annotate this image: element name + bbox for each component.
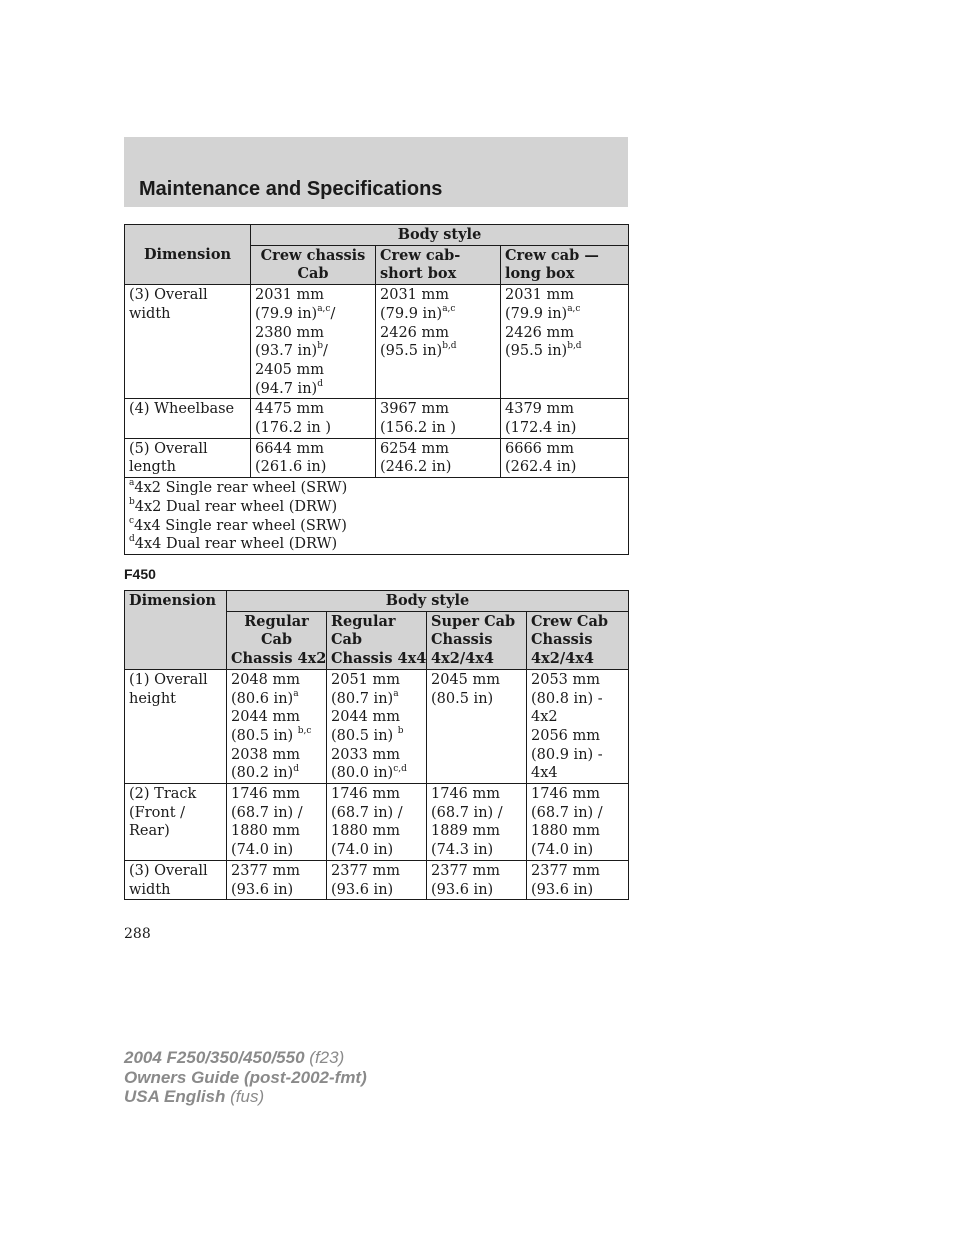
row-label: (3) Overall width — [125, 285, 251, 399]
table-cell — [227, 669, 327, 783]
cell-value: 1746 mm — [431, 786, 501, 803]
cell-value: (79.9 in) — [505, 305, 568, 322]
cell-line — [231, 822, 322, 841]
table-cell — [427, 784, 527, 861]
footnote-marker: a — [393, 688, 399, 699]
footnote-marker: a — [293, 688, 299, 699]
cell-value: (156.2 in ) — [380, 420, 457, 437]
cell-value: 4475 mm — [255, 401, 325, 418]
footer-model-code: (f23) — [309, 1048, 345, 1067]
cell-line — [505, 400, 624, 419]
footer-language-code: (fus) — [230, 1087, 265, 1106]
cell-value: 4x4 — [531, 765, 558, 782]
cell-line — [380, 305, 496, 324]
cell-value: (93.6 in) — [231, 881, 294, 898]
row-label: (4) Wheelbase — [125, 399, 251, 438]
header-line: Chassis 4x4 — [331, 650, 427, 668]
header-line: Crew Cab — [531, 612, 609, 630]
footnote-marker: d — [317, 378, 323, 389]
cell-value: (79.9 in) — [380, 305, 443, 322]
table-row — [125, 669, 629, 783]
table-cell — [327, 669, 427, 783]
cell-value: (74.0 in) — [531, 842, 594, 859]
table-cell — [376, 399, 501, 438]
footnote — [129, 517, 624, 536]
cell-line — [431, 822, 522, 841]
cell-line — [380, 458, 496, 477]
cell-line — [231, 746, 322, 765]
cell-value: 1746 mm — [231, 786, 301, 803]
cell-value: (80.6 in) — [231, 690, 294, 707]
cell-value: (68.7 in) / — [431, 804, 503, 821]
cell-line — [380, 419, 496, 438]
cell-value: (80.8 in) - — [531, 690, 603, 707]
cell-line — [380, 286, 496, 305]
footnote-marker: b,c — [297, 726, 312, 737]
footnote — [129, 535, 624, 554]
footnote-marker: b,d — [442, 341, 457, 352]
table-cell — [251, 438, 376, 477]
cell-value: 2031 mm — [380, 287, 450, 304]
table-cell — [527, 784, 629, 861]
table-cell — [376, 285, 501, 399]
cell-line — [505, 458, 624, 477]
header-line: Cab — [331, 631, 363, 649]
cell-value: 2377 mm — [331, 862, 401, 879]
cell-value: (74.3 in) — [431, 842, 494, 859]
cell-line — [531, 862, 624, 881]
cell-line — [505, 440, 624, 459]
cell-line — [255, 305, 371, 324]
column-header — [227, 611, 327, 669]
table-cell — [427, 860, 527, 899]
cell-line — [380, 342, 496, 361]
footnote-marker: d — [293, 763, 299, 774]
cell-value: 1746 mm — [531, 786, 601, 803]
cell-line — [331, 804, 422, 823]
row-label: (1) Overall height — [125, 669, 227, 783]
cell-value: 4x2 — [531, 709, 558, 726]
table-cell — [427, 669, 527, 783]
spec-table-2 — [124, 590, 629, 900]
cell-value: (80.5 in) — [431, 690, 494, 707]
cell-line — [331, 671, 422, 690]
page-title: Maintenance and Specifications — [139, 178, 443, 200]
cell-line — [431, 785, 522, 804]
table-cell — [227, 784, 327, 861]
cell-value: 2033 mm — [331, 746, 401, 763]
cell-line — [231, 690, 322, 709]
column-header — [427, 611, 527, 669]
cell-value: (80.9 in) - — [531, 746, 603, 763]
row-label: (2) Track (Front / Rear) — [125, 784, 227, 861]
header-line: Chassis 4x2 — [231, 650, 327, 668]
cell-line — [255, 324, 371, 343]
cell-line — [331, 841, 422, 860]
cell-line — [380, 324, 496, 343]
footnote-marker: d — [129, 534, 135, 545]
column-header — [527, 611, 629, 669]
cell-value: 6644 mm — [255, 440, 325, 457]
cell-value: (68.7 in) / — [531, 804, 603, 821]
spec-table-1 — [124, 224, 629, 555]
dimension-header: Dimension — [125, 591, 227, 670]
cell-line — [431, 690, 522, 709]
table-cell — [251, 399, 376, 438]
footnote-text: 4x4 Single rear wheel (SRW) — [134, 517, 347, 534]
table-cell — [327, 860, 427, 899]
header-line: Regular — [244, 612, 309, 630]
cell-line — [331, 727, 422, 746]
cell-value: (172.4 in) — [505, 420, 577, 437]
cell-value: (79.9 in) — [255, 305, 318, 322]
cell-value: 2044 mm — [231, 709, 301, 726]
table-row — [125, 860, 629, 899]
footer-guide: Owners Guide (post-2002-fmt) — [124, 1067, 367, 1087]
cell-value: 2405 mm — [255, 361, 325, 378]
cell-value: 4379 mm — [505, 401, 575, 418]
header-line: Cab — [260, 631, 293, 649]
cell-line — [531, 727, 624, 746]
table-cell — [251, 285, 376, 399]
footnote-marker: a,c — [567, 303, 581, 314]
cell-line — [231, 881, 322, 900]
cell-line — [431, 804, 522, 823]
footnote — [129, 479, 624, 498]
footer-model: 2004 F250/350/450/550 — [124, 1048, 305, 1067]
footer-line-1 — [124, 1048, 367, 1068]
cell-value: 1746 mm — [331, 786, 401, 803]
cell-line — [531, 690, 624, 709]
cell-value: 2053 mm — [531, 671, 601, 688]
cell-line — [331, 690, 422, 709]
cell-value: (176.2 in ) — [255, 420, 332, 437]
footer-line-2 — [124, 1068, 367, 1088]
footnote-text: 4x2 Single rear wheel (SRW) — [134, 480, 348, 497]
cell-value: (80.0 in) — [331, 765, 394, 782]
cell-line — [531, 804, 624, 823]
cell-line — [255, 380, 371, 399]
cell-line — [231, 804, 322, 823]
cell-value: (80.5 in) — [331, 727, 398, 744]
footer-line-3 — [124, 1087, 367, 1107]
table-row — [125, 285, 629, 399]
column-header: Crew chassis Cab — [251, 245, 376, 284]
cell-line — [431, 881, 522, 900]
page-number: 288 — [124, 926, 151, 942]
header-line: 4x2/4x4 — [431, 650, 494, 668]
cell-value: (94.7 in) — [255, 380, 318, 397]
cell-value: 2051 mm — [331, 671, 401, 688]
cell-value: (80.5 in) — [231, 727, 298, 744]
cell-value: 2031 mm — [255, 287, 325, 304]
cell-value: 2426 mm — [380, 324, 450, 341]
cell-value: 1880 mm — [231, 823, 301, 840]
cell-line — [231, 727, 322, 746]
cell-value: 2377 mm — [431, 862, 501, 879]
cell-value: 2377 mm — [231, 862, 301, 879]
cell-line — [331, 708, 422, 727]
cell-line — [255, 419, 371, 438]
cell-line — [255, 440, 371, 459]
row-label: (5) Overall length — [125, 438, 251, 477]
cell-line — [231, 841, 322, 860]
cell-value: (95.5 in) — [380, 343, 443, 360]
table-cell — [227, 860, 327, 899]
cell-line — [231, 785, 322, 804]
cell-line — [255, 458, 371, 477]
section-label: F450 — [124, 566, 156, 582]
footnote-marker: b — [129, 497, 135, 508]
cell-value: 2031 mm — [505, 287, 575, 304]
header-line: Chassis — [531, 631, 593, 649]
body-style-header: Body style — [251, 225, 629, 246]
footnote-marker: a — [129, 478, 135, 489]
column-header — [327, 611, 427, 669]
cell-value: 1880 mm — [331, 823, 401, 840]
cell-line — [331, 881, 422, 900]
cell-suffix: / — [330, 305, 336, 322]
cell-line — [255, 400, 371, 419]
cell-line — [431, 862, 522, 881]
cell-line — [531, 822, 624, 841]
table-cell — [501, 399, 629, 438]
footnote-marker: c,d — [393, 763, 407, 774]
header-band — [124, 137, 628, 207]
column-header: Crew cab-short box — [376, 245, 501, 284]
cell-value: 2048 mm — [231, 671, 301, 688]
cell-line — [380, 440, 496, 459]
cell-line — [531, 785, 624, 804]
cell-line — [331, 862, 422, 881]
body-style-header: Body style — [227, 591, 629, 612]
cell-line — [255, 342, 371, 361]
cell-value: 6666 mm — [505, 440, 575, 457]
cell-line — [231, 671, 322, 690]
cell-value: (74.0 in) — [231, 842, 294, 859]
cell-line — [505, 324, 624, 343]
cell-suffix: / — [322, 343, 328, 360]
cell-value: (80.7 in) — [331, 690, 394, 707]
footnote-text: 4x4 Dual rear wheel (DRW) — [134, 536, 338, 553]
cell-value: 2045 mm — [431, 671, 501, 688]
footnote-marker: a,c — [442, 303, 456, 314]
cell-line — [531, 746, 624, 765]
header-line: Super Cab — [431, 612, 516, 630]
cell-value: 2044 mm — [331, 709, 401, 726]
footnotes — [125, 478, 629, 555]
cell-line — [531, 881, 624, 900]
cell-value: 2426 mm — [505, 324, 575, 341]
cell-line — [505, 419, 624, 438]
table-row — [125, 784, 629, 861]
footnote-marker: a,c — [317, 303, 331, 314]
cell-value: (246.2 in) — [380, 459, 452, 476]
table-cell — [527, 669, 629, 783]
cell-value: (262.4 in) — [505, 459, 577, 476]
cell-line — [255, 286, 371, 305]
footnote — [129, 498, 624, 517]
cell-value: 6254 mm — [380, 440, 450, 457]
cell-line — [505, 342, 624, 361]
cell-value: 2380 mm — [255, 324, 325, 341]
cell-value: (93.6 in) — [331, 881, 394, 898]
cell-value: (80.2 in) — [231, 765, 294, 782]
dimension-header: Dimension — [125, 225, 251, 285]
table-cell — [501, 285, 629, 399]
cell-line — [431, 841, 522, 860]
cell-value: (74.0 in) — [331, 842, 394, 859]
header-line: Chassis — [431, 631, 493, 649]
cell-line — [231, 764, 322, 783]
cell-value: 2377 mm — [531, 862, 601, 879]
cell-line — [505, 305, 624, 324]
cell-line — [531, 671, 624, 690]
cell-line — [231, 862, 322, 881]
cell-value: 2056 mm — [531, 727, 601, 744]
cell-value: (93.7 in) — [255, 343, 318, 360]
cell-line — [531, 841, 624, 860]
cell-value: (68.7 in) / — [231, 804, 303, 821]
cell-value: 2038 mm — [231, 746, 301, 763]
cell-value: 3967 mm — [380, 401, 450, 418]
footer — [124, 1048, 367, 1107]
cell-value: (93.6 in) — [531, 881, 594, 898]
table-cell — [327, 784, 427, 861]
cell-line — [231, 708, 322, 727]
cell-line — [331, 785, 422, 804]
table-row — [125, 438, 629, 477]
row-label: (3) Overall width — [125, 860, 227, 899]
cell-line — [531, 764, 624, 783]
cell-line — [331, 764, 422, 783]
cell-value: (93.6 in) — [431, 881, 494, 898]
footnote-marker: b — [397, 726, 404, 737]
column-header: Crew cab — long box — [501, 245, 629, 284]
cell-line — [331, 746, 422, 765]
table-cell — [527, 860, 629, 899]
footnote-marker: b,d — [567, 341, 582, 352]
footnote-marker: c — [129, 515, 135, 526]
footnote-marker: b — [317, 341, 323, 352]
footer-language: USA English — [124, 1087, 226, 1106]
table-row — [125, 399, 629, 438]
cell-value: 1889 mm — [431, 823, 501, 840]
cell-line — [505, 286, 624, 305]
cell-line — [331, 822, 422, 841]
cell-line — [531, 708, 624, 727]
cell-value: (95.5 in) — [505, 343, 568, 360]
cell-line — [431, 671, 522, 690]
cell-value: 1880 mm — [531, 823, 601, 840]
table-cell — [376, 438, 501, 477]
header-line: Regular — [331, 612, 396, 630]
table-cell — [501, 438, 629, 477]
cell-value: (261.6 in) — [255, 459, 327, 476]
cell-value: (68.7 in) / — [331, 804, 403, 821]
header-line: 4x2/4x4 — [531, 650, 594, 668]
cell-line — [255, 361, 371, 380]
footnote-text: 4x2 Dual rear wheel (DRW) — [134, 498, 338, 515]
cell-line — [380, 400, 496, 419]
